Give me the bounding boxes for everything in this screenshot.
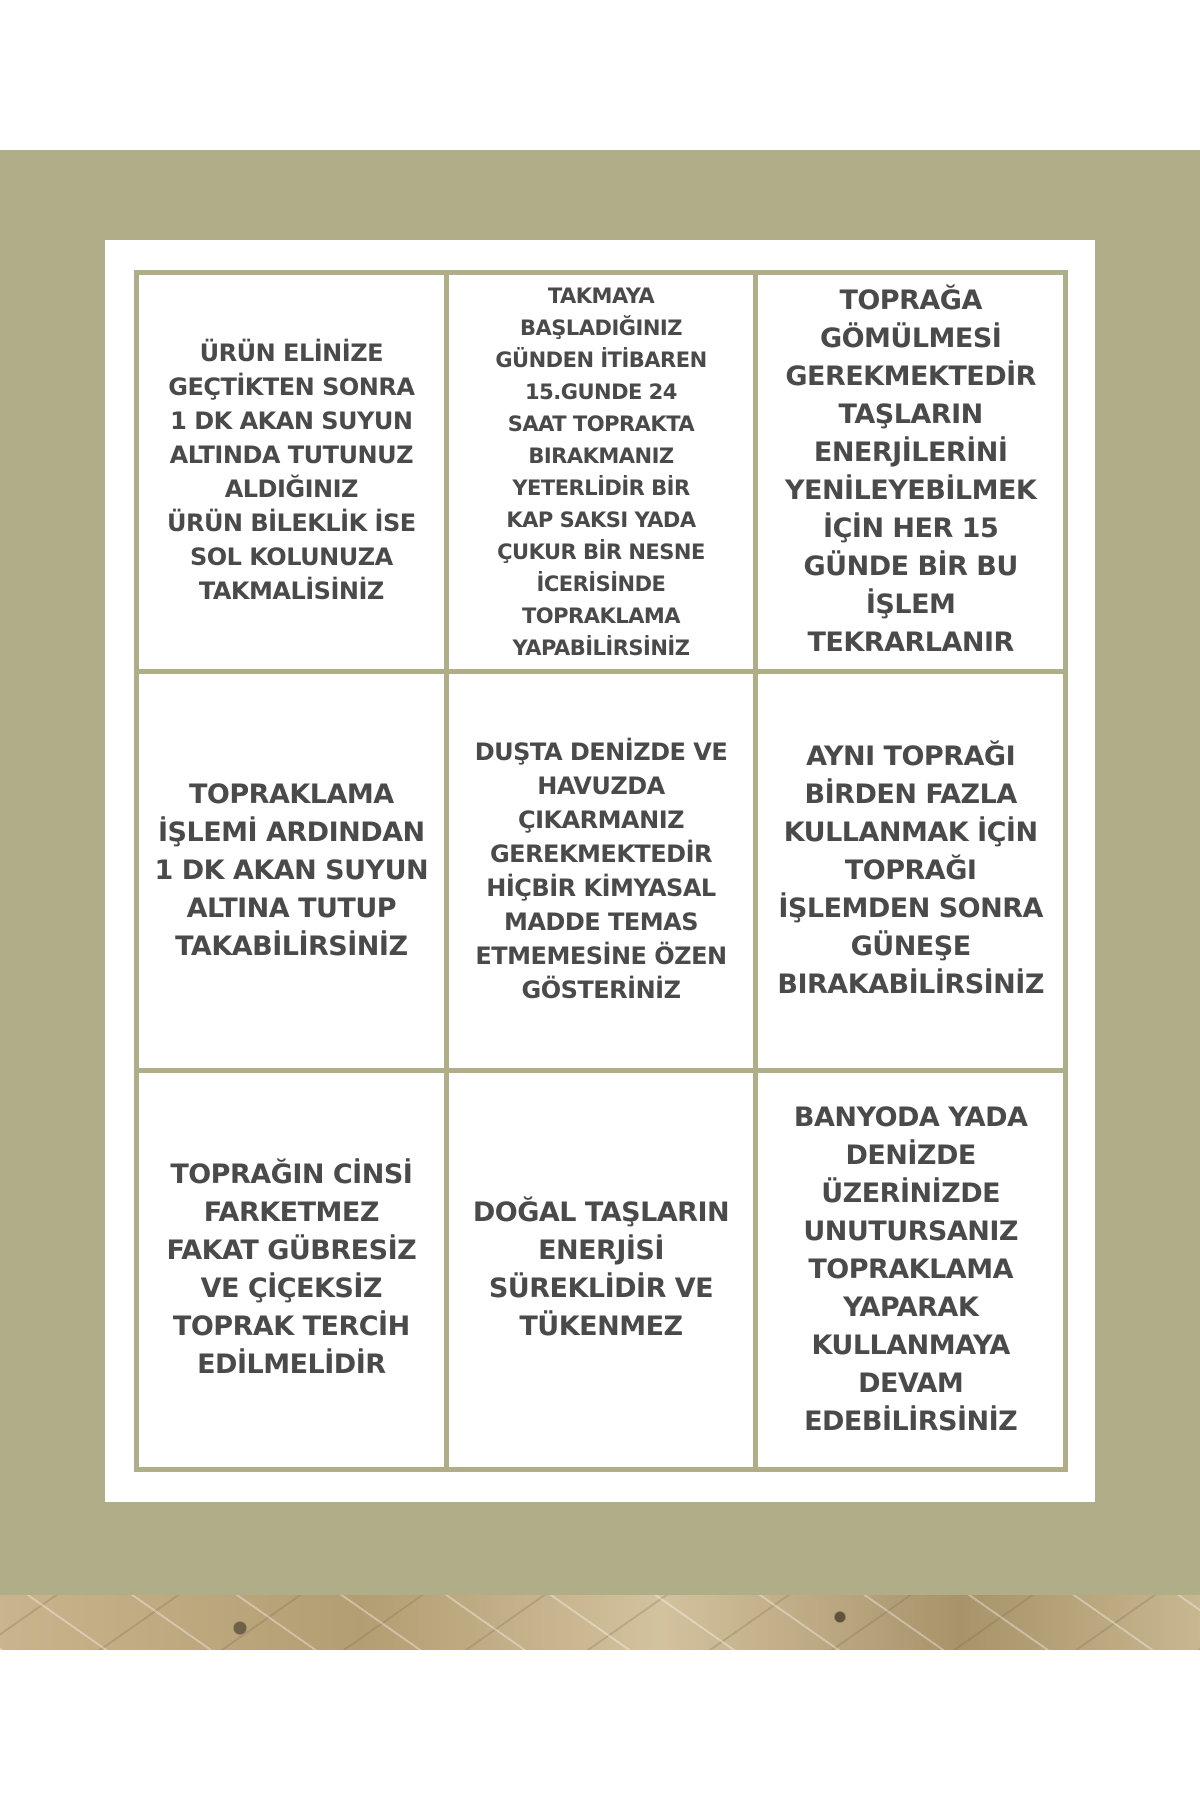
- instruction-cell-1: [139, 275, 444, 669]
- instruction-text-8: DOĞAL TAŞLARIN ENERJİSİ SÜREKLİDİR VE TÜKENMEZ: [472, 1197, 730, 1342]
- instruction-cell-4: [139, 674, 444, 1068]
- instruction-cell-6: [758, 674, 1063, 1068]
- instruction-grid: [134, 270, 1068, 1472]
- instruction-text-7: TOPRAĞIN CİNSİ FARKETMEZ FAKAT GÜBRESİZ VE ÇİÇEKSİZ TOPRAK TERCİH EDİLMELİDİR: [166, 1159, 417, 1380]
- instruction-cell-8: [449, 1073, 754, 1467]
- instruction-cell-7: [139, 1073, 444, 1467]
- marble-texture-strip: [0, 1595, 1200, 1650]
- instruction-text-2: TAKMAYA BAŞLADIĞINIZ GÜNDEN İTİBAREN 15.GUNDE 24 SAAT TOPRAKTA BIRAKMANIZ YETERLİDİR BİR KAP SAKSI YADA ÇUKUR BİR NESNE İCERİSİNDE TOPRAKLAMA YAPABİLİRSİNİZ: [495, 284, 707, 660]
- instruction-cell-5: [449, 674, 754, 1068]
- instruction-text-5: DUŞTA DENİZDE VE HAVUZDA ÇIKARMANIZ GEREKMEKTEDİR HİÇBİR KİMYASAL MADDE TEMAS ETMEMESİNE ÖZEN GÖSTERİNİZ: [474, 738, 728, 1004]
- instruction-text-9: BANYODA YADA DENİZDE ÜZERİNİZDE UNUTURSANIZ TOPRAKLAMA YAPARAK KULLANMAYA DEVAM EDEBİLİRSİNİZ: [793, 1102, 1028, 1437]
- instruction-text-6: AYNI TOPRAĞI BİRDEN FAZLA KULLANMAK İÇİN TOPRAĞI İŞLEMDEN SONRA GÜNEŞE BIRAKABİLİRSİNİZ: [777, 741, 1044, 1000]
- instruction-text-1: ÜRÜN ELİNİZE GEÇTİKTEN SONRA 1 DK AKAN SUYUN ALTINDA TUTUNUZ ALDIĞINIZ ÜRÜN BİLEKLİK İSE SOL KOLUNUZA TAKMALİSİNİZ: [166, 339, 416, 605]
- instruction-text-3: TOPRAĞA GÖMÜLMESİ GEREKMEKTEDİR TAŞLARIN ENERJİLERİNİ YENİLEYEBİLMEK İÇİN HER 15 GÜNDE BİR BU İŞLEM TEKRARLANIR: [784, 285, 1037, 658]
- instruction-cell-3: [758, 275, 1063, 669]
- instruction-cell-2: [449, 275, 754, 669]
- instruction-cell-9: [758, 1073, 1063, 1467]
- instruction-text-4: TOPRAKLAMA İŞLEMİ ARDINDAN 1 DK AKAN SUYUN ALTINA TUTUP TAKABİLİRSİNİZ: [154, 779, 429, 962]
